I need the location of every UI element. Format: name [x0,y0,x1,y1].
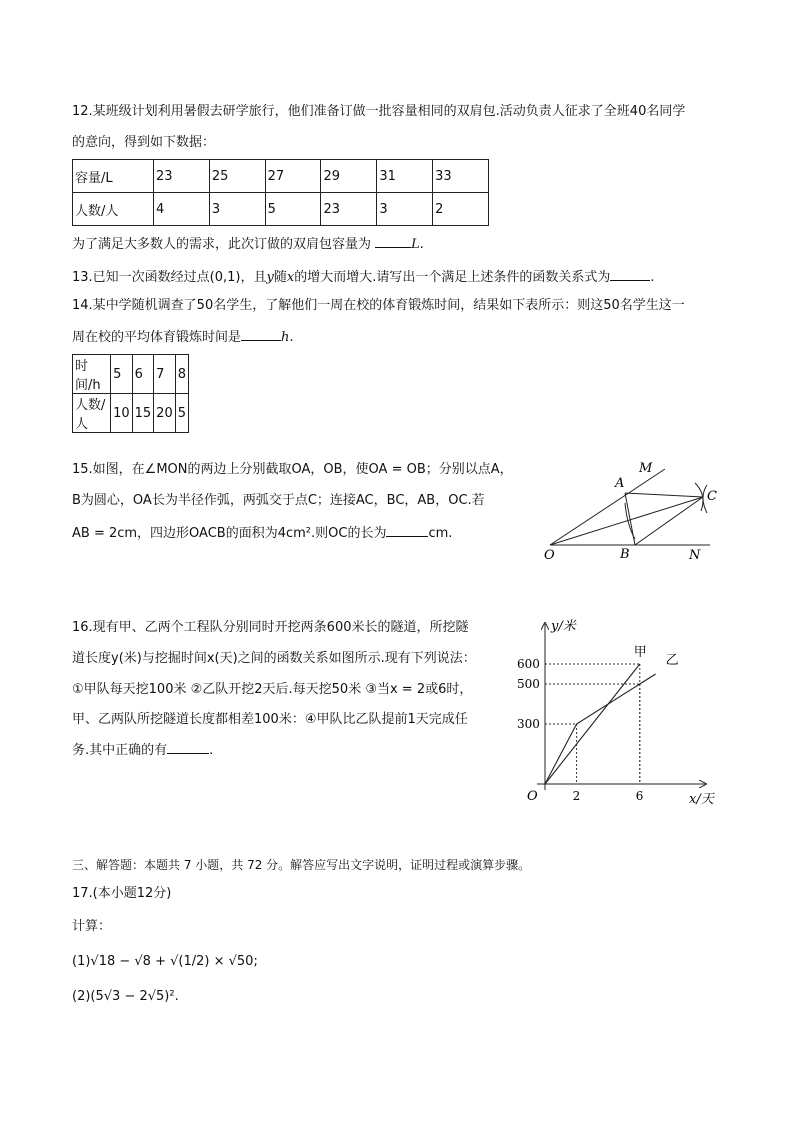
q13-text-mid: 随 [273,270,287,285]
table-cell: 人数/人 [73,394,111,433]
origin-label: O [527,789,538,804]
table-cell: 3 [209,193,265,226]
section-heading: 三、解答题：本题共 7 小题，共 72 分。解答应写出文字说明，证明过程或演算步骤。 [72,858,531,872]
table-cell: 25 [209,160,265,193]
q15-line1: 15.如图，在∠MON的两边上分别截取OA，OB，使OA = OB；分别以点A， [72,462,513,477]
q15-unit: cm. [428,526,453,541]
segment-bc [635,497,703,545]
series-line-2 [545,674,656,784]
label-c: C [707,489,717,504]
q15-line3 [72,524,452,543]
q13-line [72,268,655,287]
q13-text-post: 的增大而增大.请写出一个满足上述条件的函数关系式为 [294,270,611,285]
q14-answer-blank[interactable] [241,328,281,341]
table-cell: 29 [321,160,377,193]
label-a: A [615,476,625,491]
q16-answer-blank[interactable] [167,741,209,754]
q16-line1: 16.现有甲、乙两个工程队分别同时开挖两条600米长的隧道，所挖隧 [72,620,469,635]
table-cell: 23 [154,160,210,193]
label-o: O [544,548,555,563]
y-tick-label: 600 [517,657,540,671]
ray-om [550,469,665,545]
table-cell: 5 [111,355,133,394]
q12-line2: 的意向，得到如下数据： [72,135,216,150]
q14-table [72,354,189,433]
table-row [73,394,189,433]
table-row [73,193,489,226]
q16-line-chart [505,612,730,812]
table-cell: 人数/人 [73,193,154,226]
q14-text: 周在校的平均体育锻炼时间是 [72,330,242,345]
table-cell: 6 [132,355,154,394]
table-cell: 8 [175,355,188,394]
table-cell: 时间/h [73,355,111,394]
table-cell: 31 [377,160,433,193]
q16-line4: 甲、乙两队所挖隧道长度都相差100米：④甲队比乙队提前1天完成任 [72,712,468,727]
series-label-1: 甲 [633,645,647,660]
table-cell: 5 [175,394,188,433]
table-cell: 3 [377,193,433,226]
q12-answer-line [72,235,424,254]
q14-unit: h. [281,330,294,345]
q17-part2: (2)(5√3 − 2√5)². [72,989,179,1004]
q15-geometry-figure [535,455,735,565]
x-tick-label: 6 [635,789,644,803]
q12-table [72,159,489,226]
q13-var-x: x [286,270,295,285]
table-cell: 7 [154,355,176,394]
x-tick-label: 2 [572,789,581,803]
table-cell: 2 [433,193,489,226]
segment-ac [625,493,703,497]
q14-line2 [72,328,294,347]
label-b: B [620,547,630,562]
label-m: M [639,461,653,476]
q16-text: 务.其中正确的有 [72,743,168,758]
q13-text-pre: 13.已知一次函数经过点(0,1)，且 [72,270,267,285]
series-label-2: 乙 [665,653,679,668]
label-n: N [689,548,701,563]
q15-answer-blank[interactable] [386,524,428,537]
table-cell: 23 [321,193,377,226]
q13-end: . [650,270,655,285]
q17-title: 17.(本小题12分) [72,886,172,901]
q16-end: . [209,743,214,758]
q13-answer-blank[interactable] [610,268,650,281]
table-cell: 5 [265,193,321,226]
table-cell: 4 [154,193,210,226]
table-cell: 容量/L [73,160,154,193]
q17-intro: 计算： [72,919,112,934]
q15-text: AB = 2cm，四边形OACB的面积为4cm².则OC的长为 [72,526,387,541]
table-cell: 10 [111,394,133,433]
q16-line3: ①甲队每天挖100米 ②乙队开挖2天后.每天挖50米 ③当x = 2或6时， [72,682,473,697]
q12-answer-text: 为了满足大多数人的需求，此次订做的双肩包容量为 [72,237,372,252]
q15-line2: B为圆心，OA长为半径作弧，两弧交于点C；连接AC，BC，AB，OC.若 [72,493,485,508]
q12-line1: 12.某班级计划利用暑假去研学旅行，他们准备订做一批容量相同的双肩包.活动负责人征求了全班40名同学 [72,104,686,119]
table-row [73,160,489,193]
table-cell: 33 [433,160,489,193]
x-axis-label: x/天 [689,792,714,807]
q12-answer-blank[interactable] [375,235,411,248]
y-tick-label: 300 [517,717,540,731]
y-tick-label: 500 [517,677,540,691]
q12-unit: L. [411,237,424,252]
series-line-1 [545,664,640,784]
q13-var-y: y [266,270,274,285]
q17-part1: (1)√18 − √8 + √(1/2) × √50; [72,954,258,969]
q16-line2: 道长度y(米)与挖掘时间x(天)之间的函数关系如图所示.现有下列说法： [72,651,476,666]
table-cell: 15 [132,394,154,433]
table-cell: 27 [265,160,321,193]
table-row [73,355,189,394]
q16-line5 [72,741,213,760]
table-cell: 20 [154,394,176,433]
q14-line1: 14.某中学随机调查了50名学生，了解他们一周在校的体育锻炼时间，结果如下表所示：则这50名学生这一 [72,298,685,313]
y-axis-label: y/米 [551,619,576,634]
segment-oc [550,497,703,545]
